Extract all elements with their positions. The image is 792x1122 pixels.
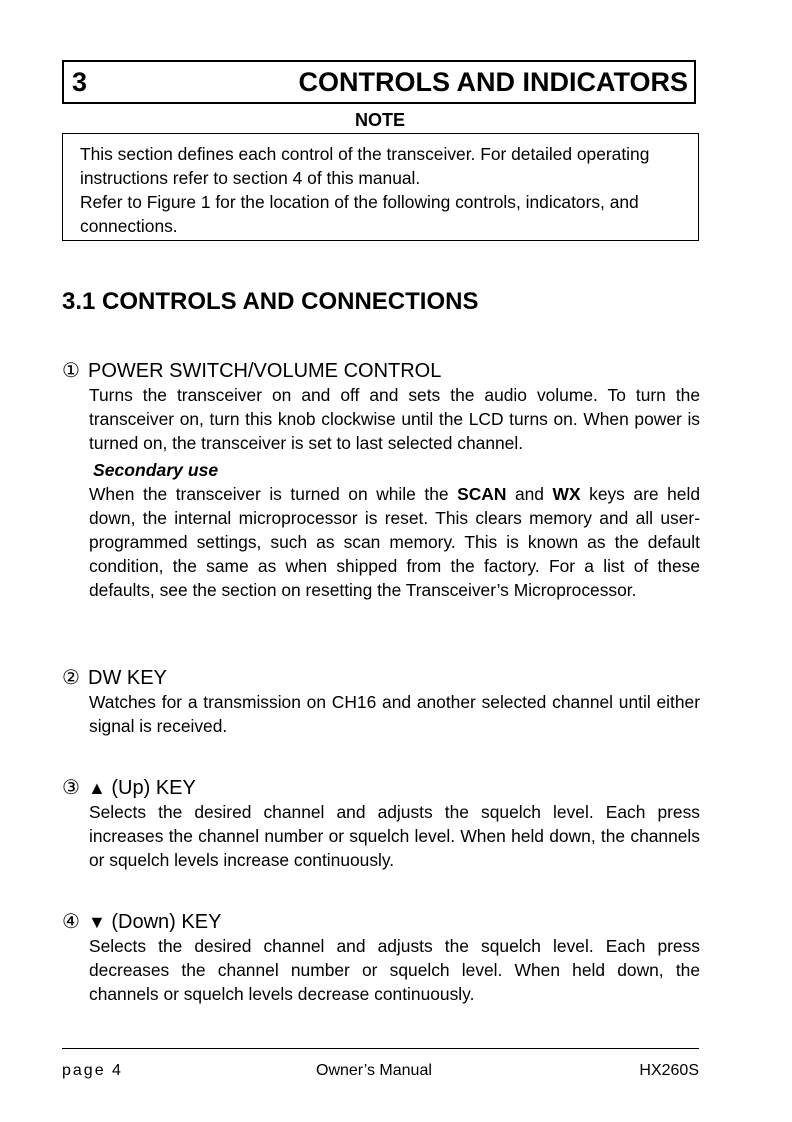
note-box	[62, 133, 699, 241]
item-title: POWER SWITCH/VOLUME CONTROL	[88, 360, 442, 382]
item-title: (Down) KEY	[111, 911, 222, 933]
item-description: Selects the desired channel and adjusts the squelch level. Each press increases the channel number or squelch level. When held down, the channels or squelch levels increase continuously.	[89, 802, 700, 870]
item-description: Turns the transceiver on and off and sets the audio volume. To turn the transceiver on, turn this knob clockwise until the LCD turns on. When power is turned on, the transceiver is set to last selected channel.	[89, 385, 700, 453]
chapter-header	[62, 60, 696, 104]
chapter-number: 3	[72, 67, 88, 97]
item-up-key	[62, 776, 700, 872]
secondary-use-body	[89, 482, 700, 602]
section-title: 3.1 CONTROLS AND CONNECTIONS	[62, 288, 479, 315]
up-triangle-icon: ▲	[88, 778, 106, 798]
item-number: ①	[62, 360, 80, 382]
scan-key-label: SCAN	[457, 484, 507, 504]
item-power-switch	[62, 359, 700, 602]
note-line-2: Refer to Figure 1 for the location of the following controls, indicators, and connections.	[80, 192, 639, 236]
item-heading	[62, 776, 700, 800]
item-body	[89, 690, 700, 738]
item-number: ④	[62, 911, 80, 933]
footer-manual-title: Owner’s Manual	[316, 1062, 432, 1079]
item-body	[89, 800, 700, 872]
page-number: 4	[112, 1062, 123, 1079]
footer-divider	[62, 1048, 699, 1049]
footer-model: HX260S	[639, 1062, 699, 1079]
item-description: Watches for a transmission on CH16 and another selected channel until either signal is received.	[89, 692, 700, 736]
secondary-text-mid: and	[506, 484, 553, 504]
down-triangle-icon: ▼	[88, 912, 106, 932]
note-label: NOTE	[354, 110, 405, 130]
item-heading	[62, 359, 700, 383]
chapter-title: CONTROLS AND INDICATORS	[298, 67, 688, 97]
secondary-text-before: When the transceiver is turned on while the	[89, 484, 458, 504]
item-heading	[62, 910, 700, 934]
item-title: (Up) KEY	[111, 777, 196, 799]
item-number: ②	[62, 667, 80, 689]
note-line-1: This section defines each control of the transceiver. For detailed operating instructions refer to section 4 of this manual.	[80, 144, 650, 188]
item-title: DW KEY	[88, 667, 167, 689]
wx-key-label: WX	[552, 484, 581, 504]
secondary-use-text	[89, 482, 700, 602]
secondary-use-heading: Secondary use	[93, 460, 219, 480]
footer-page	[62, 1062, 123, 1080]
item-body	[89, 934, 700, 1006]
item-heading	[62, 666, 700, 690]
item-body	[89, 383, 700, 455]
item-down-key	[62, 910, 700, 1006]
item-dw-key	[62, 666, 700, 738]
page-label: page	[62, 1062, 106, 1079]
secondary-text-after: keys are held down, the internal microprocessor is reset. This clears memory and all user-programmed settings, such as scan memory. This is known as the default condition, the same as when shipped from the factory. For a list of these defaults, see the section on resetting the Transceiver’s Microprocessor.	[89, 484, 701, 600]
item-number: ③	[62, 777, 80, 799]
item-description: Selects the desired channel and adjusts the squelch level. Each press decreases the channel number or squelch level. When held down, the channels or squelch levels decrease continuously.	[89, 936, 700, 1004]
